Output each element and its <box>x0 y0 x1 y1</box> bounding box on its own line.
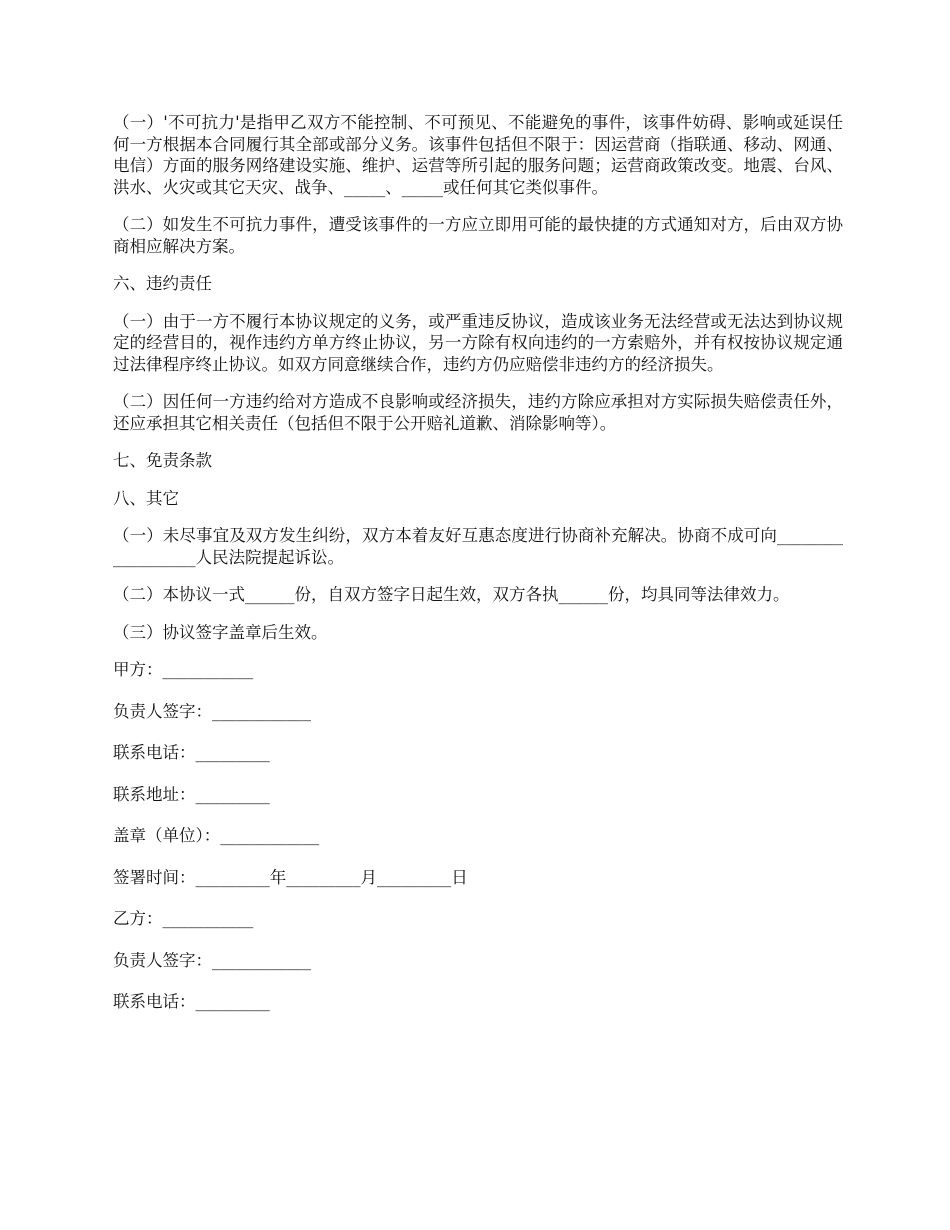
party-a-field: 甲方：___________ <box>113 660 254 679</box>
other-clause-3: （三）协议签字盖章后生效。 <box>113 622 328 642</box>
party-a-seal-field: 盖章（单位）：____________ <box>113 826 320 845</box>
breach-clause-1: （一）由于一方不履行本协议规定的义务，或严重违反协议，造成该业务无法经营或无法达到协议规定的经营目的，视作违约方单方终止协议，另一方除有权向违约的一方索赔外，并有权按协议规定通过法律程序终止协议。如双方同意继续合作，违约方仍应赔偿非违约方的经济损失。 <box>113 311 843 374</box>
other-clause-2: （二）本协议一式______份，自双方签字日起生效，双方各执______份，均具同等法律效力。 <box>113 585 790 604</box>
party-b-signatory-field: 负责人签字：____________ <box>113 950 311 970</box>
force-majeure-definition: （一）'不可抗力'是指甲乙双方不能控制、不可预见、不能避免的事件，该事件妨碍、影响或延误任何一方根据本合同履行其全部或部分义务。该事件包括但不限于：因运营商（指联通、移动、网通、电信）方面的服务网络建设实施、维护、运营等所引起的服务问题；运营商政策改变。地震、台风、洪水、火灾或其它天灾、战争、_____、_____或任何其它类似事件。 <box>113 113 843 197</box>
party-a-phone-field: 联系电话：_________ <box>113 743 270 762</box>
section-heading-other: 八、其它 <box>113 488 179 508</box>
party-b-field: 乙方：___________ <box>113 909 254 928</box>
signing-date-field: 签署时间：_________年_________月_________日 <box>113 867 468 887</box>
party-b-phone-field: 联系电话：_________ <box>113 992 270 1011</box>
party-a-signatory-field: 负责人签字：____________ <box>113 701 311 721</box>
contract-page <box>113 112 843 1033</box>
party-a-address-field: 联系地址：_________ <box>113 784 270 804</box>
breach-clause-2: （二）因任何一方违约给对方造成不良影响或经济损失，违约方除应承担对方实际损失赔偿责任外，还应承担其它相关责任（包括但不限于公开赔礼道歉、消除影响等）。 <box>113 392 843 433</box>
section-heading-exemption: 七、免责条款 <box>113 451 212 470</box>
section-heading-breach: 六、违约责任 <box>113 274 212 293</box>
force-majeure-notice: （二）如发生不可抗力事件，遭受该事件的一方应立即用可能的最快捷的方式通知对方，后由双方协商相应解决方案。 <box>113 215 843 256</box>
other-clause-1: （一）未尽事宜及双方发生纠纷，双方本着友好互惠态度进行协商补充解决。协商不成可向__________________人民法院提起诉讼。 <box>113 526 843 567</box>
